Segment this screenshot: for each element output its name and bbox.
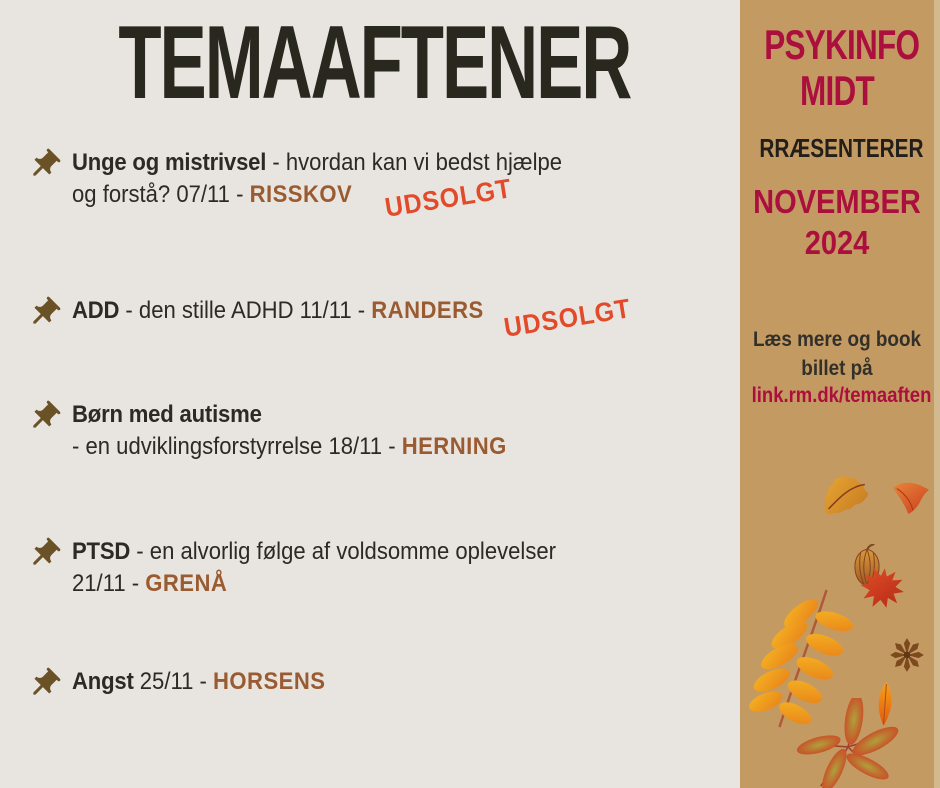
event-description: - en udviklingsforstyrrelse 18/11 - <box>72 433 402 460</box>
brand-line-1: PSYKINFO <box>764 21 920 68</box>
booking-info <box>750 325 925 383</box>
poster-sidebar <box>740 0 940 788</box>
pushpin-icon <box>26 147 62 183</box>
event-location: RANDERS <box>371 297 484 324</box>
brand-line-2: MIDT <box>800 67 874 114</box>
event-line2 <box>72 431 674 463</box>
booking-info-line1: Læs mere og book <box>752 328 922 351</box>
event-name: ADD <box>72 297 120 324</box>
event-description: - en alvorlig følge af voldsomme oplevelser <box>130 538 557 565</box>
event-line2 <box>72 179 674 211</box>
pushpin-icon <box>26 536 62 572</box>
presents-label: RRÆSENTERER <box>759 133 924 163</box>
star-anise-image <box>888 636 926 674</box>
event-text <box>72 399 674 463</box>
event-date: 21/11 - <box>72 570 146 597</box>
booking-link: link.rm.dk/temaaften <box>751 384 932 407</box>
event-line1 <box>72 666 674 698</box>
event-text <box>72 666 674 698</box>
booking-info-line2: billet på <box>801 357 873 380</box>
event-text <box>72 536 674 600</box>
red-autumn-leaf-image <box>888 478 932 518</box>
oak-leaf-image <box>813 464 879 524</box>
event-location: HORSENS <box>213 668 326 695</box>
pushpin-icon <box>26 399 62 435</box>
event-item-add <box>26 293 726 343</box>
maple-leaf-image <box>855 563 909 615</box>
page-title: TEMAAFTENER <box>118 5 631 121</box>
event-line1 <box>72 147 674 179</box>
event-description: - den stille ADHD 11/11 - <box>119 297 372 324</box>
event-item-ptsd <box>26 536 726 600</box>
event-line1 <box>72 399 674 431</box>
soldout-stamp: UDSOLGT <box>382 173 514 223</box>
event-name: Unge og mistrivsel <box>72 149 267 176</box>
event-text <box>72 147 674 211</box>
event-location: HERNING <box>401 433 507 460</box>
event-date: og forstå? 07/11 - <box>72 181 250 208</box>
event-name: Børn med autisme <box>72 401 262 428</box>
event-name: PTSD <box>72 538 131 565</box>
month-name: NOVEMBER <box>753 183 921 220</box>
event-location: RISSKOV <box>249 181 353 208</box>
month-label <box>752 181 923 263</box>
event-line1 <box>72 536 674 568</box>
year: 2024 <box>804 224 870 261</box>
event-date: 25/11 - <box>133 668 214 695</box>
event-name: Angst <box>72 668 134 695</box>
event-location: GRENÅ <box>145 570 228 597</box>
pushpin-icon <box>26 295 62 331</box>
sidebar-right-edge <box>934 0 940 788</box>
soldout-stamp: UDSOLGT <box>501 293 633 343</box>
event-item-boern-med-autisme <box>26 399 726 463</box>
event-item-unge-og-mistrivsel <box>26 147 726 223</box>
event-item-angst <box>26 666 726 698</box>
virginia-creeper-leaf-image <box>790 698 910 788</box>
event-description: - hvordan kan vi bedst hjælpe <box>266 149 563 176</box>
event-line2 <box>72 568 674 600</box>
brand-title <box>764 21 920 114</box>
pushpin-icon <box>26 666 62 702</box>
